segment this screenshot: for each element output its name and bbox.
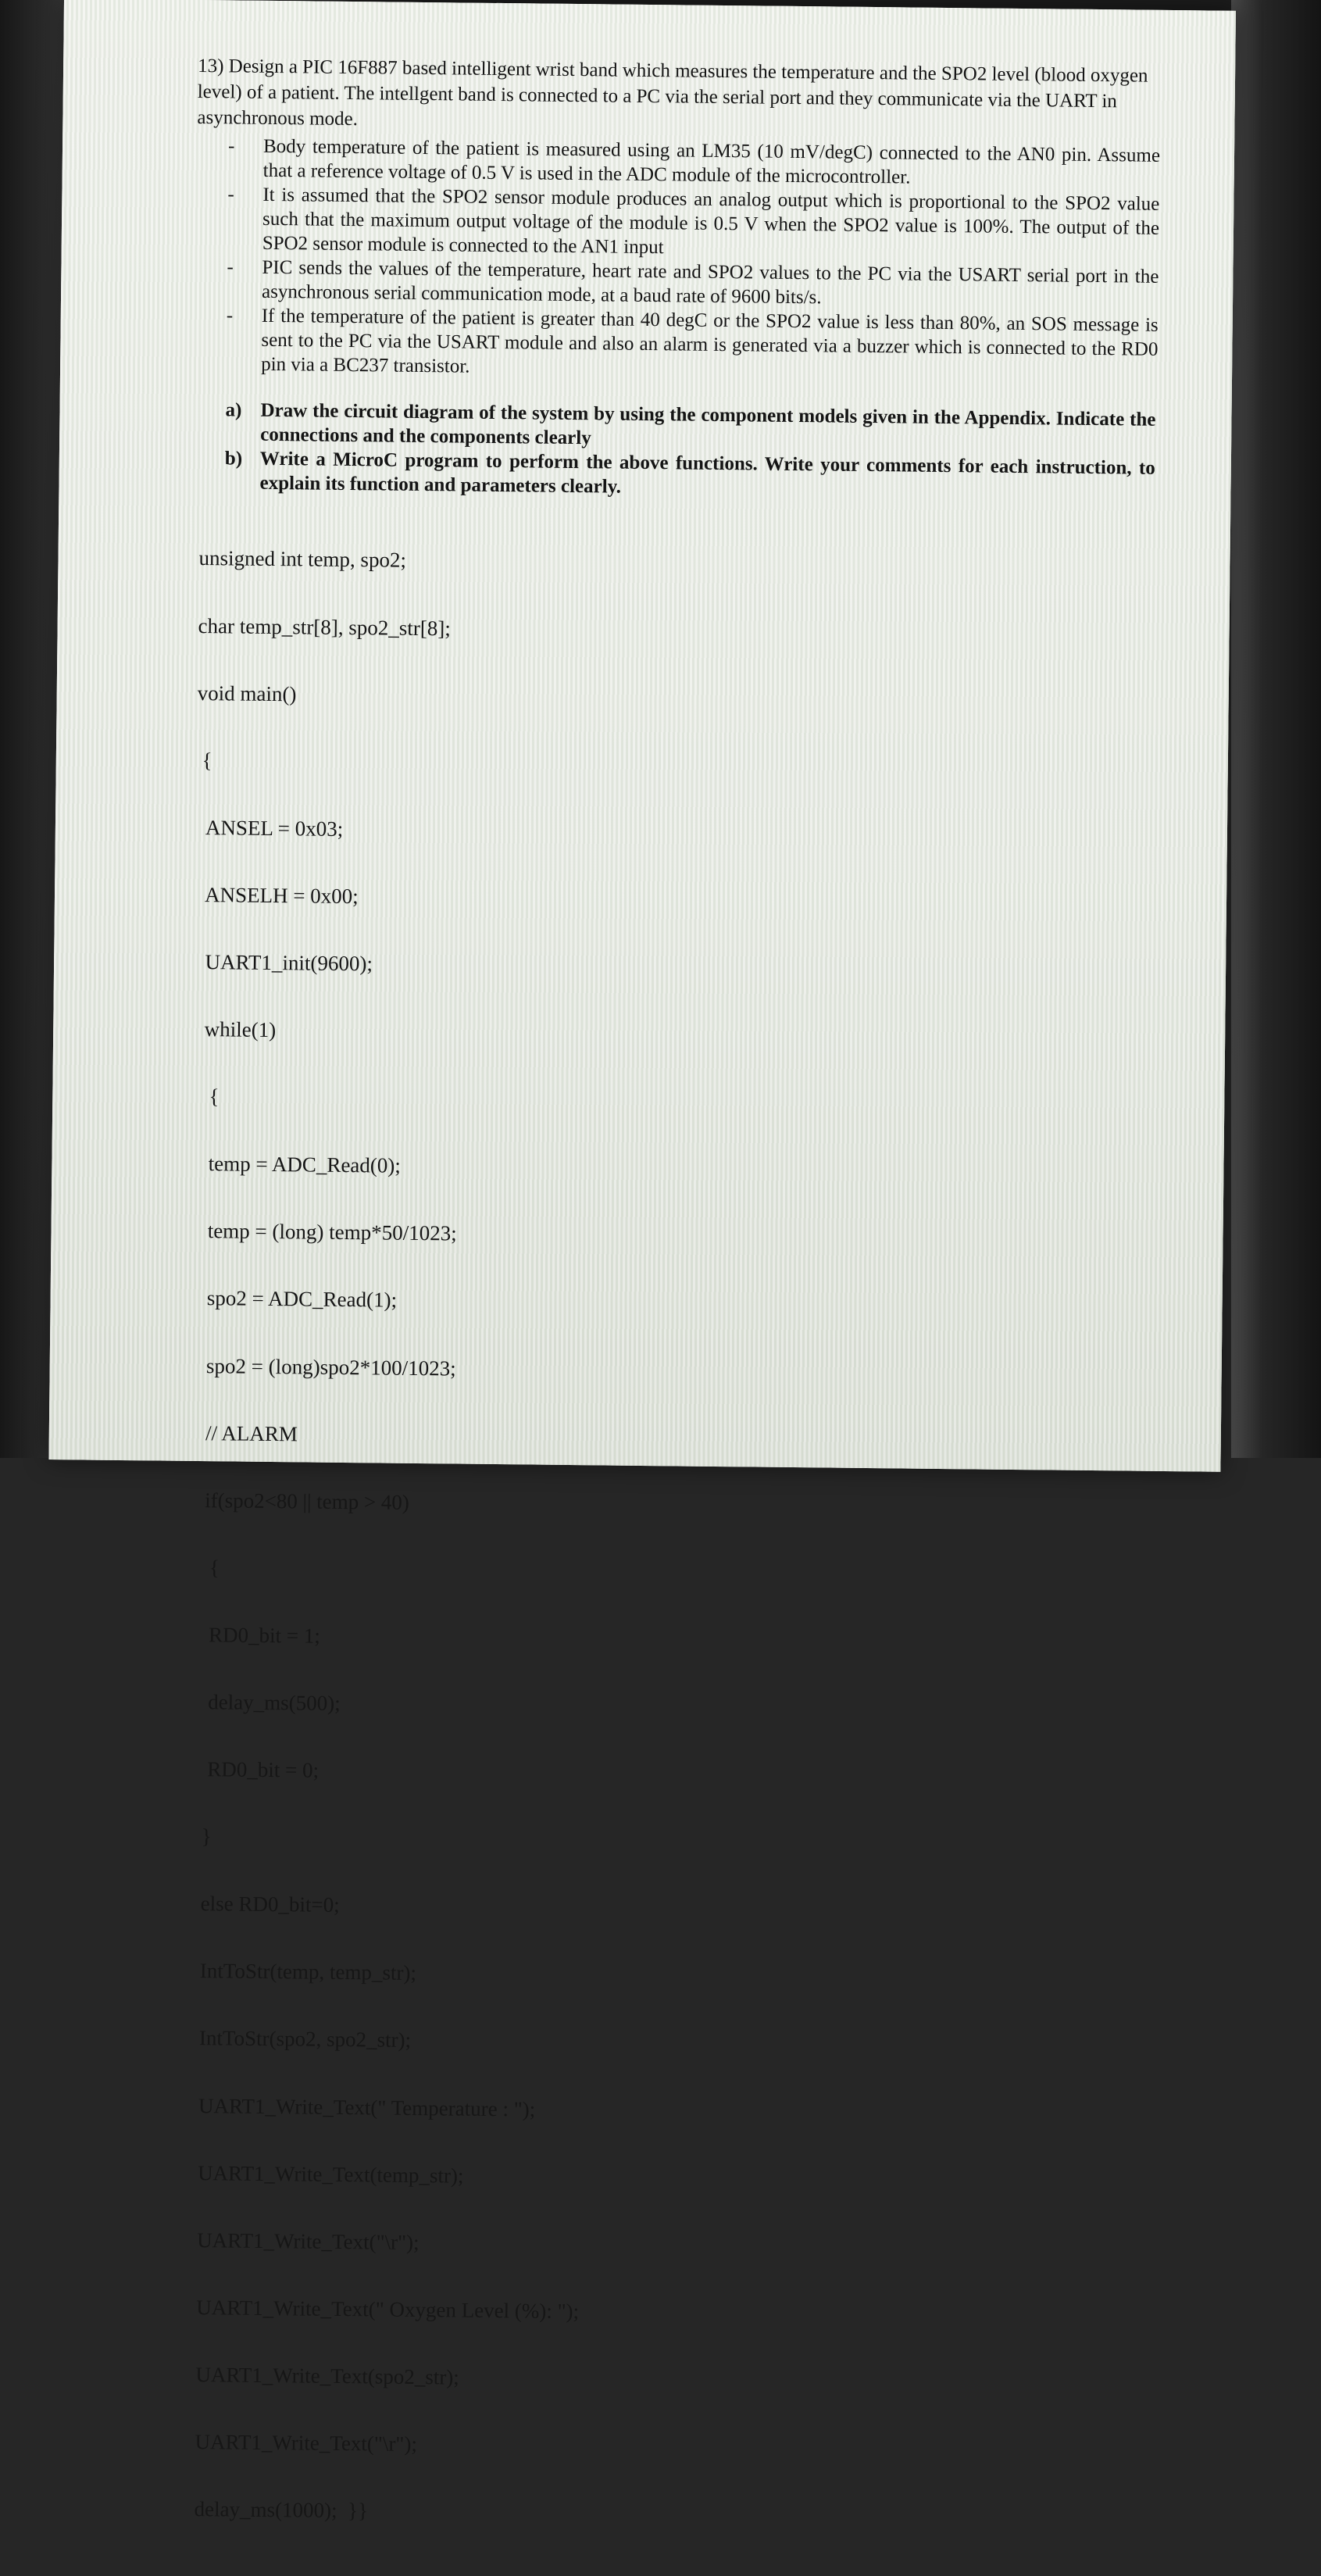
requirement-text: PIC sends the values of the temperature, heart rate and SPO2 values to the PC via the USART serial port in the asynchronous serial communication mode, at a baud rate of 9600 bits/s. xyxy=(261,256,1159,309)
code-line: UART1_Write_Text(" Temperature : "); xyxy=(182,2093,536,2121)
part-label: b) xyxy=(224,448,243,470)
requirement-text: Body temperature of the patient is measured using an LM35 (10 mV/degC) connected to the AN0 pin. Assume that a reference voltage of 0.5 V is used in the ADC module of the microcontroller. xyxy=(262,135,1161,188)
part-label: a) xyxy=(225,399,242,421)
page-content xyxy=(172,53,1171,2575)
bullet-dash: - xyxy=(227,256,234,278)
code-line: temp = (long) temp*50/1023; xyxy=(191,1219,457,1245)
code-line: delay_ms(1000); }} xyxy=(178,2496,369,2523)
code-listing xyxy=(178,502,1166,2575)
code-line: // ALARM xyxy=(189,1420,298,1446)
code-line: UART1_Write_Text(" Oxygen Level (%): "); xyxy=(180,2295,580,2324)
code-line: IntToStr(temp, temp_str); xyxy=(184,1959,417,1985)
bullet-dash: - xyxy=(227,184,234,205)
code-line: unsigned int temp, spo2; xyxy=(198,546,407,573)
question-parts xyxy=(193,398,1166,505)
code-line: UART1_Write_Text(spo2_str); xyxy=(180,2362,459,2389)
part-text: Draw the circuit diagram of the system by using the component models given in the Appendix. Indicate the connections and the components clearly xyxy=(260,399,1156,449)
document-page xyxy=(48,0,1236,2523)
code-line: RD0_bit = 1; xyxy=(187,1622,321,1648)
code-line: UART1_Write_Text(temp_str); xyxy=(181,2160,464,2188)
requirement-item xyxy=(227,183,1169,265)
code-line: UART1_Write_Text("\r"); xyxy=(179,2429,418,2456)
requirement-text: If the temperature of the patient is greater than 40 degC or the SPO2 value is less than 80%, an SOS message is sent to the PC via the USART module and also an alarm is generated via a buzzer which is connected to the RD0 pin via a BC237 transistor. xyxy=(261,305,1159,377)
code-line: { xyxy=(193,1084,220,1109)
code-line: UART1_init(9600); xyxy=(194,949,373,976)
code-line: char temp_str[8], spo2_str[8]; xyxy=(198,613,451,640)
code-line: ANSEL = 0x03; xyxy=(195,815,344,841)
requirement-text: It is assumed that the SPO2 sensor module produces an analog output which is proportional to the SPO2 value such that the maximum output voltage of the module is 0.5 V when the SPO2 value is 100%. The output of the SPO2 sensor module is connected to the AN1 input xyxy=(262,184,1160,259)
code-line: UART1_Write_Text("\r"); xyxy=(180,2228,420,2254)
code-line: } xyxy=(185,1824,212,1849)
part-text: Write a MicroC program to perform the above functions. Write your comments for each instruction, to explain its function and parameters clearly. xyxy=(259,448,1155,498)
code-line: spo2 = ADC_Read(1); xyxy=(191,1286,398,1313)
code-line: { xyxy=(187,1555,220,1580)
requirement-item xyxy=(226,304,1168,386)
code-line: void main() xyxy=(197,681,297,706)
code-line: spo2 = (long)spo2*100/1023; xyxy=(190,1353,456,1381)
code-line: { xyxy=(196,748,212,772)
monitor-bezel-right xyxy=(1231,0,1321,1458)
code-line: ANSELH = 0x00; xyxy=(195,882,359,909)
code-line: while(1) xyxy=(194,1017,277,1042)
code-line: if(spo2<80 || temp > 40) xyxy=(188,1488,410,1514)
code-line: temp = ADC_Read(0); xyxy=(192,1152,402,1177)
requirements-list xyxy=(195,134,1169,386)
code-line: else RD0_bit=0; xyxy=(184,1892,340,1917)
bullet-dash: - xyxy=(227,135,235,157)
code-line: delay_ms(500); xyxy=(187,1689,341,1715)
part-b xyxy=(224,447,1166,505)
question-title: 13) Design a PIC 16F887 based intelligent wrist band which measures the temperature and the SPO2 level (blood oxygen level) of a patient. The intellgent band is connected to a PC via the serial port and they communicate via the UART in asynchronous mode. xyxy=(197,55,1148,130)
bullet-dash: - xyxy=(226,305,234,327)
code-line: RD0_bit = 0; xyxy=(186,1757,320,1782)
code-line: IntToStr(spo2, spo2_str); xyxy=(183,2026,412,2053)
